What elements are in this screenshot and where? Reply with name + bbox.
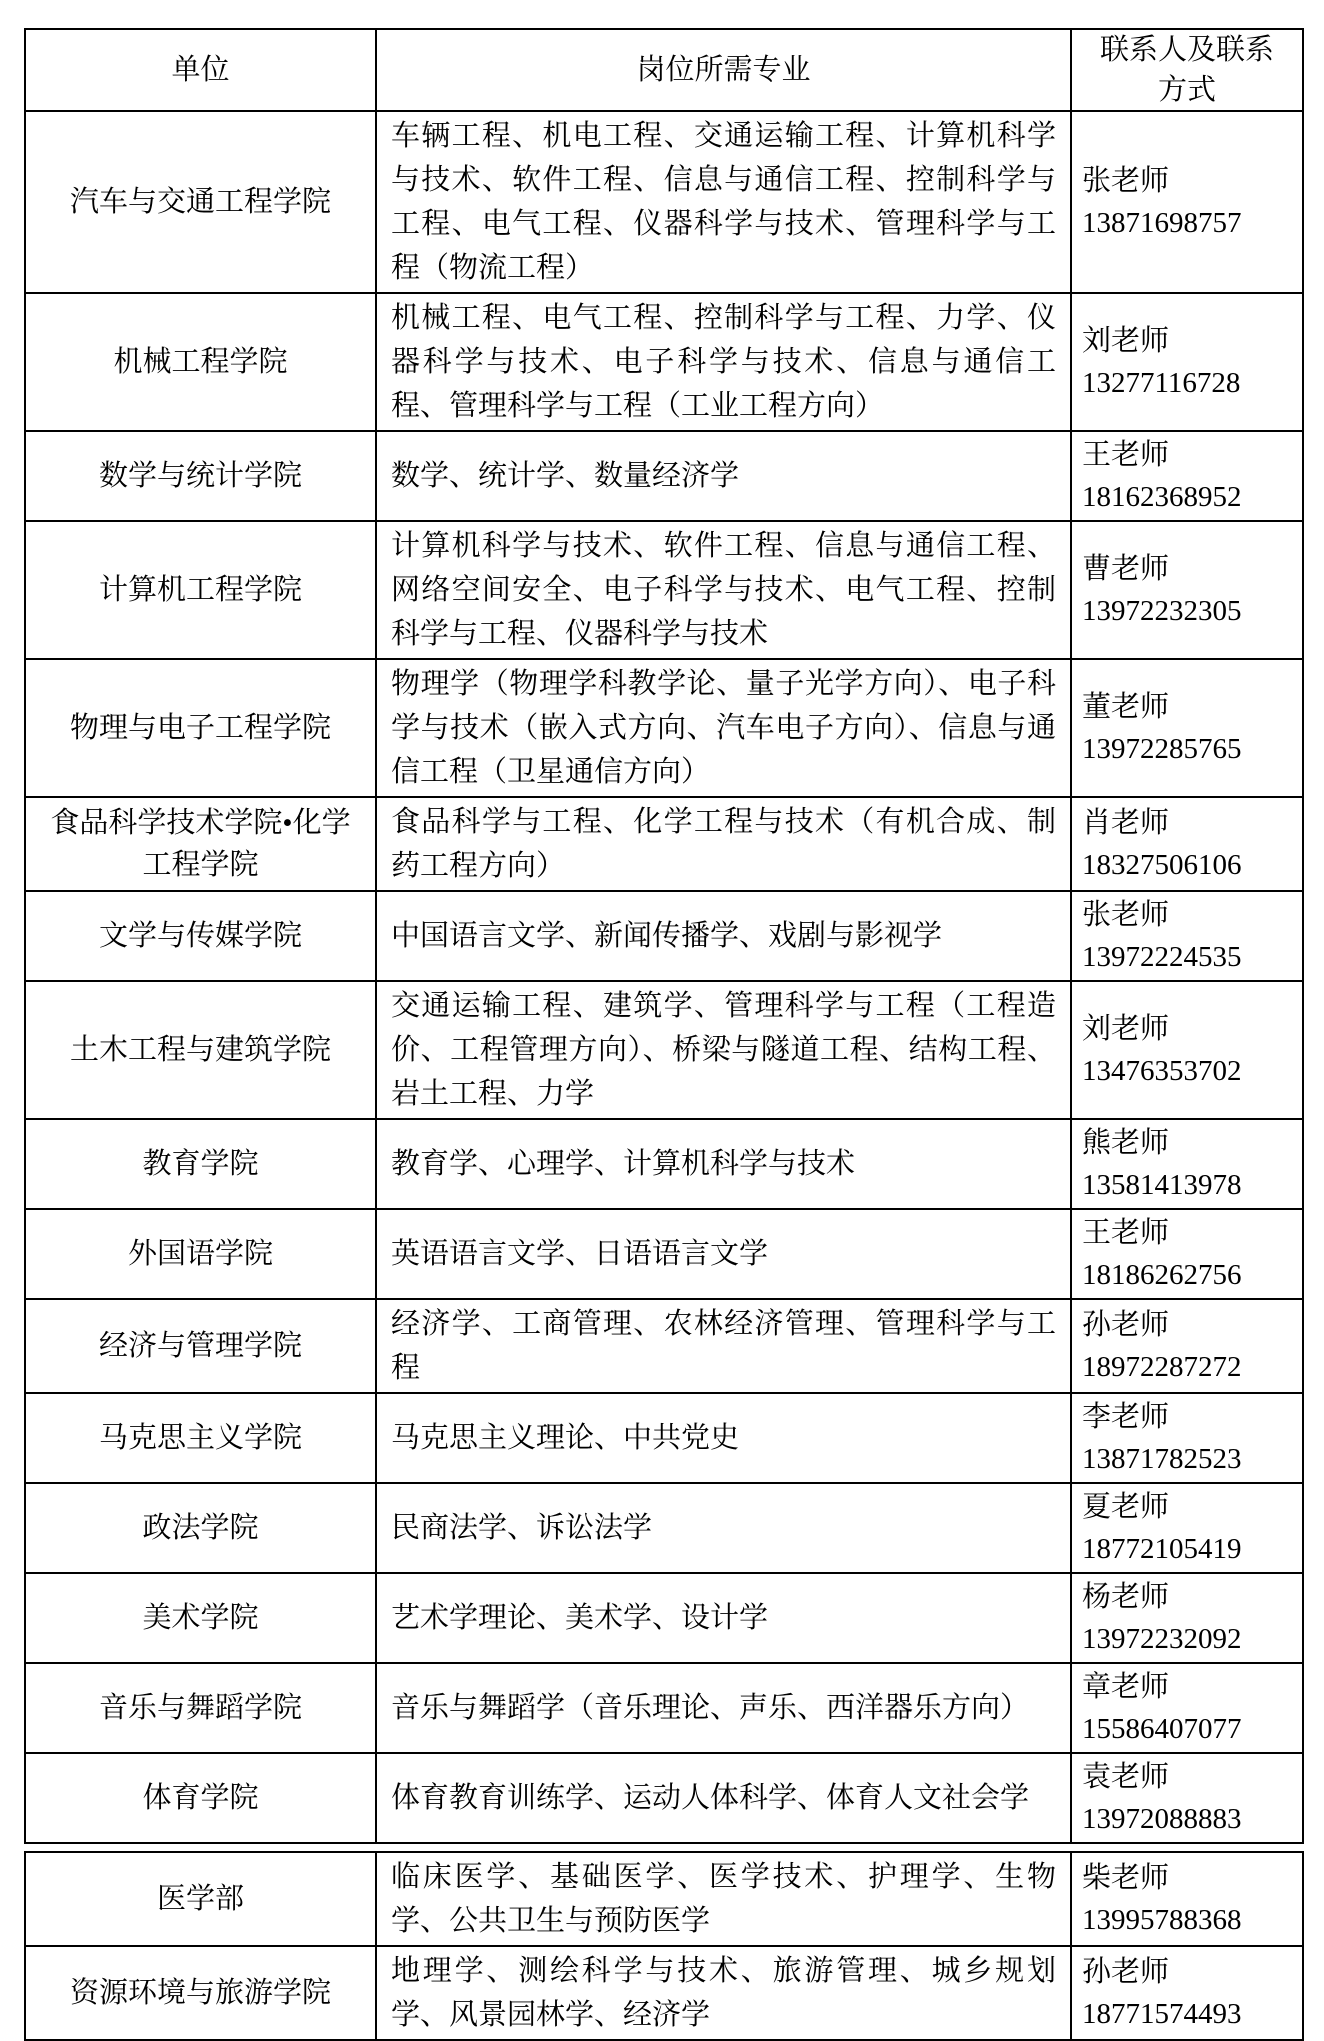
contact-cell <box>1071 981 1303 1119</box>
contact-phone: 13972224535 <box>1082 941 1242 973</box>
contact-phone: 13972285765 <box>1082 733 1242 765</box>
contact-cell <box>1071 521 1303 659</box>
header-unit: 单位 <box>25 29 376 111</box>
table-row <box>25 1393 1303 1483</box>
unit-cell: 外国语学院 <box>25 1209 376 1299</box>
contact-name: 孙老师 <box>1082 1956 1170 1988</box>
unit-cell: 机械工程学院 <box>25 293 376 431</box>
contact-name: 曹老师 <box>1082 553 1170 585</box>
unit-cell: 土木工程与建筑学院 <box>25 981 376 1119</box>
unit-cell: 马克思主义学院 <box>25 1393 376 1483</box>
table-row <box>25 891 1303 981</box>
contact-cell <box>1071 1483 1303 1573</box>
unit-cell: 政法学院 <box>25 1483 376 1573</box>
contact-phone: 18771574493 <box>1082 1998 1242 2030</box>
contact-phone: 18972287272 <box>1082 1351 1242 1383</box>
contact-name: 熊老师 <box>1082 1127 1170 1159</box>
majors-cell: 交通运输工程、建筑学、管理科学与工程（工程造价、工程管理方向）、桥梁与隧道工程、结构工程、岩土工程、力学 <box>376 981 1071 1119</box>
contact-name: 肖老师 <box>1082 807 1170 839</box>
contact-cell <box>1071 111 1303 293</box>
contact-name: 章老师 <box>1082 1671 1170 1703</box>
majors-cell: 数学、统计学、数量经济学 <box>376 431 1071 521</box>
table-row <box>25 1946 1303 2040</box>
majors-cell: 艺术学理论、美术学、设计学 <box>376 1573 1071 1663</box>
unit-cell: 文学与传媒学院 <box>25 891 376 981</box>
contact-phone: 13972232092 <box>1082 1623 1242 1655</box>
header-contact: 联系人及联系方式 <box>1071 29 1303 111</box>
contact-cell <box>1071 1852 1303 1946</box>
unit-cell: 数学与统计学院 <box>25 431 376 521</box>
contact-name: 王老师 <box>1082 439 1170 471</box>
contact-phone: 18772105419 <box>1082 1533 1242 1565</box>
contact-phone: 13871782523 <box>1082 1443 1242 1475</box>
contact-cell <box>1071 1119 1303 1209</box>
contact-phone: 13277116728 <box>1082 367 1241 399</box>
unit-cell: 体育学院 <box>25 1753 376 1843</box>
contact-name: 柴老师 <box>1082 1862 1170 1894</box>
majors-cell: 民商法学、诉讼法学 <box>376 1483 1071 1573</box>
unit-cell: 经济与管理学院 <box>25 1299 376 1393</box>
contact-phone: 13476353702 <box>1082 1055 1242 1087</box>
unit-cell: 医学部 <box>25 1852 376 1946</box>
unit-cell: 教育学院 <box>25 1119 376 1209</box>
contact-cell <box>1071 1299 1303 1393</box>
contact-name: 刘老师 <box>1082 325 1170 357</box>
table-row <box>25 1753 1303 1843</box>
table-row <box>25 1663 1303 1753</box>
table-row <box>25 659 1303 797</box>
majors-cell: 英语语言文学、日语语言文学 <box>376 1209 1071 1299</box>
majors-cell: 经济学、工商管理、农林经济管理、管理科学与工程 <box>376 1299 1071 1393</box>
table-row <box>25 1119 1303 1209</box>
majors-cell: 计算机科学与技术、软件工程、信息与通信工程、网络空间安全、电子科学与技术、电气工程、控制科学与工程、仪器科学与技术 <box>376 521 1071 659</box>
contact-name: 杨老师 <box>1082 1581 1170 1613</box>
majors-cell: 地理学、测绘科学与技术、旅游管理、城乡规划学、风景园林学、经济学 <box>376 1946 1071 2040</box>
contact-cell <box>1071 1753 1303 1843</box>
contact-phone: 13995788368 <box>1082 1904 1242 1936</box>
majors-cell: 临床医学、基础医学、医学技术、护理学、生物学、公共卫生与预防医学 <box>376 1852 1071 1946</box>
contact-name: 李老师 <box>1082 1401 1170 1433</box>
table-row <box>25 1852 1303 1946</box>
table-row <box>25 521 1303 659</box>
contact-phone: 15586407077 <box>1082 1713 1242 1745</box>
contact-cell <box>1071 659 1303 797</box>
table-row <box>25 1299 1303 1393</box>
majors-cell: 教育学、心理学、计算机科学与技术 <box>376 1119 1071 1209</box>
contact-name: 王老师 <box>1082 1217 1170 1249</box>
unit-cell: 物理与电子工程学院 <box>25 659 376 797</box>
contact-cell <box>1071 431 1303 521</box>
contact-cell <box>1071 1393 1303 1483</box>
unit-cell: 美术学院 <box>25 1573 376 1663</box>
table-row <box>25 111 1303 293</box>
contact-phone: 18327506106 <box>1082 849 1242 881</box>
contact-name: 袁老师 <box>1082 1761 1170 1793</box>
table-row <box>25 1573 1303 1663</box>
contact-name: 张老师 <box>1082 165 1170 197</box>
contact-name: 董老师 <box>1082 691 1170 723</box>
contact-name: 张老师 <box>1082 899 1170 931</box>
contact-cell <box>1071 1663 1303 1753</box>
contact-phone: 13972088883 <box>1082 1803 1242 1835</box>
contact-cell <box>1071 1573 1303 1663</box>
unit-cell: 资源环境与旅游学院 <box>25 1946 376 2040</box>
contact-phone: 13972232305 <box>1082 595 1242 627</box>
majors-cell: 食品科学与工程、化学工程与技术（有机合成、制药工程方向） <box>376 797 1071 891</box>
majors-cell: 中国语言文学、新闻传播学、戏剧与影视学 <box>376 891 1071 981</box>
table-row <box>25 293 1303 431</box>
contact-name: 刘老师 <box>1082 1013 1170 1045</box>
table-row <box>25 797 1303 891</box>
contact-cell <box>1071 1209 1303 1299</box>
unit-cell: 音乐与舞蹈学院 <box>25 1663 376 1753</box>
table-row <box>25 1209 1303 1299</box>
contact-name: 夏老师 <box>1082 1491 1170 1523</box>
table-row <box>25 981 1303 1119</box>
contact-cell <box>1071 797 1303 891</box>
contact-phone: 13581413978 <box>1082 1169 1242 1201</box>
unit-cell: 汽车与交通工程学院 <box>25 111 376 293</box>
contact-name: 孙老师 <box>1082 1309 1170 1341</box>
majors-cell: 物理学（物理学科教学论、量子光学方向）、电子科学与技术（嵌入式方向、汽车电子方向）、信息与通信工程（卫星通信方向） <box>376 659 1071 797</box>
header-row <box>25 29 1303 111</box>
recruitment-table-continued <box>24 1851 1304 2041</box>
table-row <box>25 431 1303 521</box>
unit-cell: 计算机工程学院 <box>25 521 376 659</box>
majors-cell: 机械工程、电气工程、控制科学与工程、力学、仪器科学与技术、电子科学与技术、信息与通信工程、管理科学与工程（工业工程方向） <box>376 293 1071 431</box>
contact-cell <box>1071 1946 1303 2040</box>
contact-phone: 18162368952 <box>1082 481 1242 513</box>
unit-cell: 食品科学技术学院•化学工程学院 <box>25 797 376 891</box>
contact-phone: 13871698757 <box>1082 207 1242 239</box>
contact-phone: 18186262756 <box>1082 1259 1242 1291</box>
majors-cell: 音乐与舞蹈学（音乐理论、声乐、西洋器乐方向） <box>376 1663 1071 1753</box>
contact-cell <box>1071 293 1303 431</box>
majors-cell: 车辆工程、机电工程、交通运输工程、计算机科学与技术、软件工程、信息与通信工程、控制科学与工程、电气工程、仪器科学与技术、管理科学与工程（物流工程） <box>376 111 1071 293</box>
table-row <box>25 1483 1303 1573</box>
contact-cell <box>1071 891 1303 981</box>
majors-cell: 体育教育训练学、运动人体科学、体育人文社会学 <box>376 1753 1071 1843</box>
majors-cell: 马克思主义理论、中共党史 <box>376 1393 1071 1483</box>
recruitment-table-main <box>24 28 1304 1844</box>
header-majors: 岗位所需专业 <box>376 29 1071 111</box>
